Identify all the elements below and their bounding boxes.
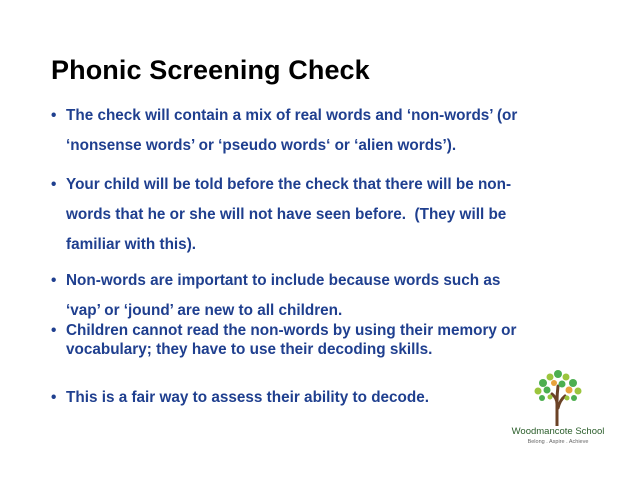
bullet-dot: • — [51, 107, 57, 124]
school-tagline: Belong . Aspire . Achieve — [527, 439, 589, 445]
bullet-text — [66, 322, 626, 359]
school-name: Woodmancote School — [511, 426, 605, 437]
bullet-line: vocabulary; they have to use their decoding skills. — [66, 340, 433, 358]
bullet-text — [66, 170, 626, 260]
school-logo — [508, 368, 608, 452]
bullet-item — [51, 266, 626, 326]
bullet-text — [66, 266, 626, 326]
bullet-line: familiar with this). — [66, 236, 197, 253]
bullet-dot: • — [51, 176, 57, 193]
slide-title: Phonic Screening Check — [51, 55, 370, 85]
bullet-item — [51, 170, 626, 260]
tree-icon — [530, 368, 586, 426]
bullet-dot: • — [51, 322, 57, 339]
bullet-line: This is a fair way to assess their ability to decode. — [66, 389, 430, 406]
bullet-line: The check will contain a mix of real words and ‘non-words’ (or — [66, 107, 518, 124]
bullet-line: ‘vap’ or ‘jound’ are new to all children. — [66, 302, 343, 319]
bullet-dot: • — [51, 272, 57, 289]
bullet-dot: • — [51, 389, 57, 406]
bullet-line: ‘nonsense words’ or ‘pseudo words‘ or ‘alien words’). — [66, 137, 457, 154]
bullet-line: Non-words are important to include because words such as — [66, 272, 501, 289]
bullet-text — [66, 101, 626, 161]
bullet-line: words that he or she will not have seen before. (They will be — [66, 206, 507, 223]
bullet-item — [51, 101, 626, 161]
bullet-item — [51, 322, 626, 359]
bullet-line: Your child will be told before the check that there will be non- — [66, 176, 512, 193]
bullet-line: Children cannot read the non-words by using their memory or — [66, 322, 517, 339]
